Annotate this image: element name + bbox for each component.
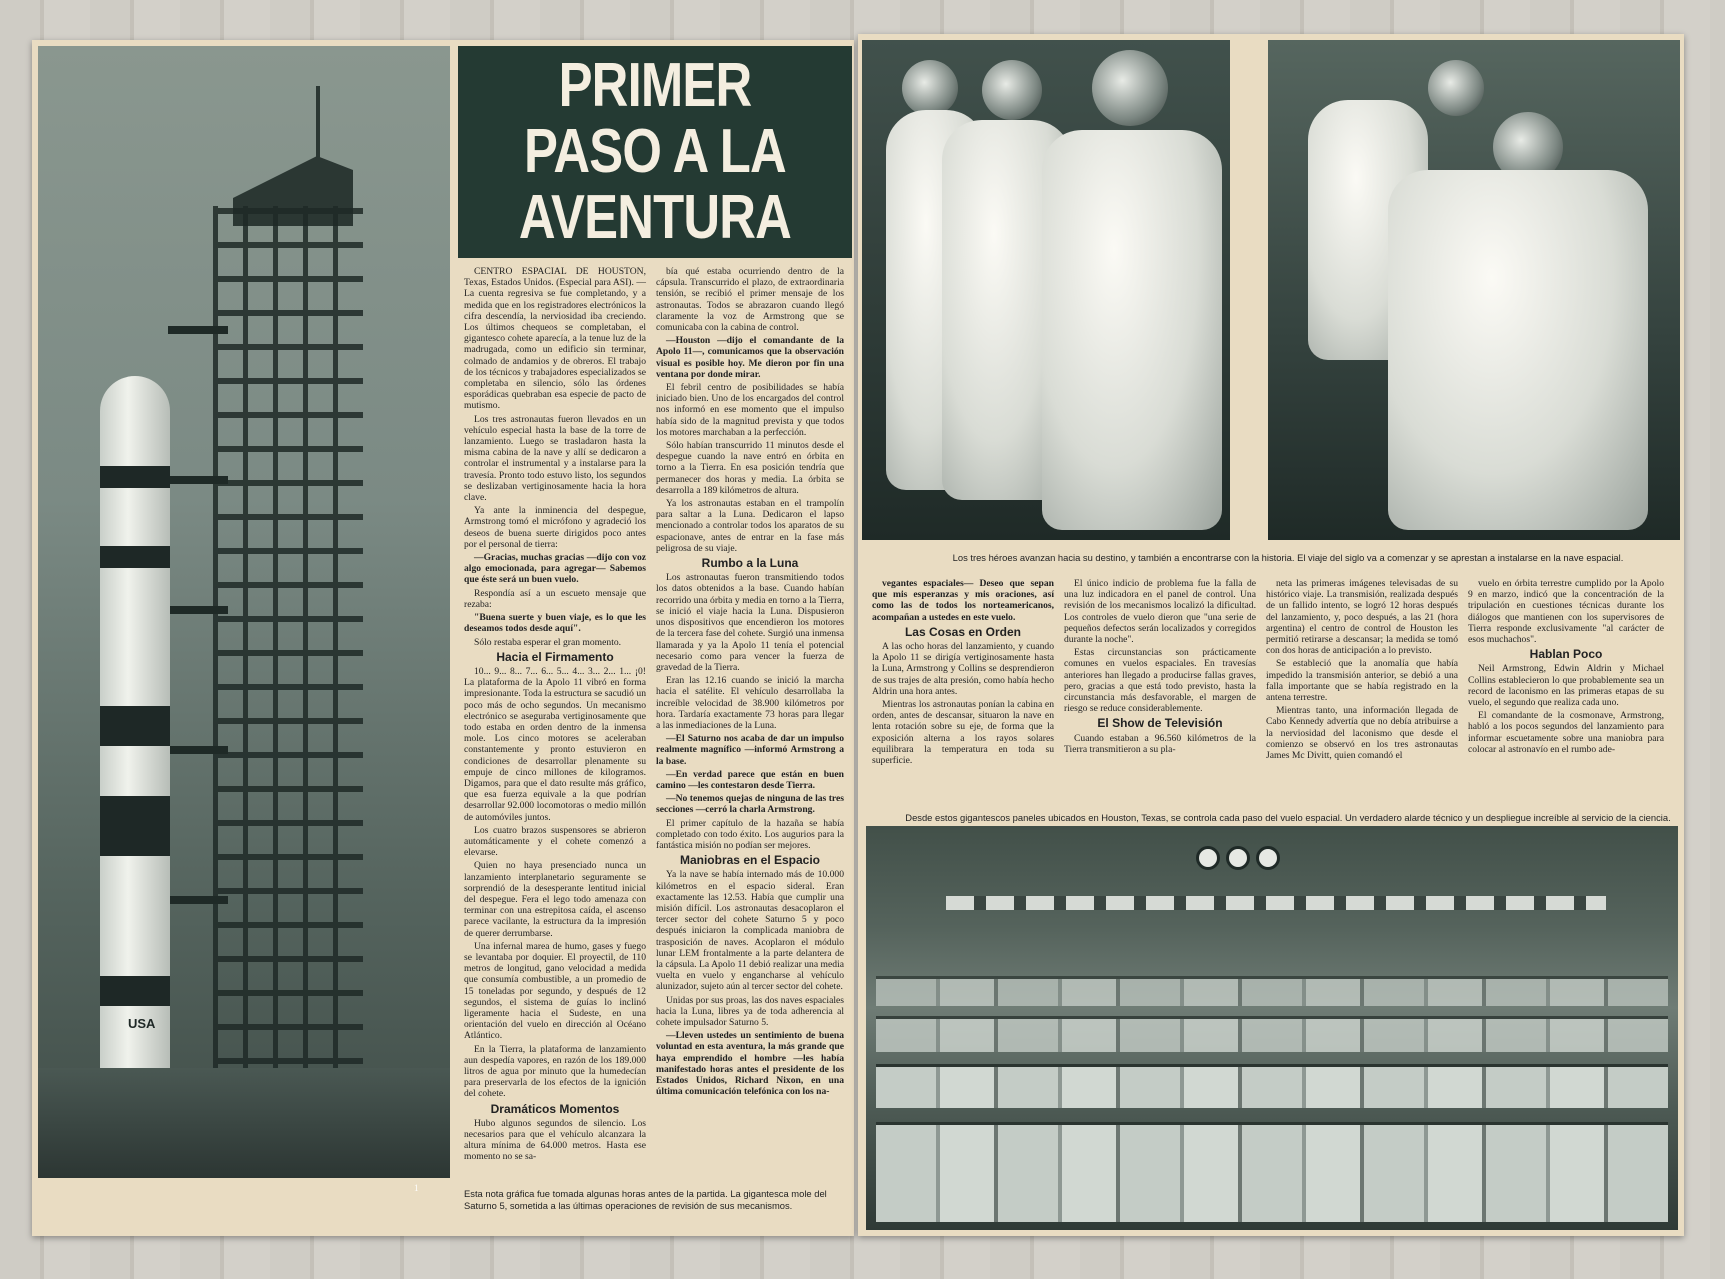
astronauts-photo-left: [862, 40, 1230, 540]
article-column-4: [1064, 578, 1256, 828]
paragraph: Mientras los astronautas ponían la cabina en orden, antes de descansar, situaron la nave en lenta rotación sobre su eje, de forma que la exposición alterna a los rayos solares equilibrara la temperatura en toda su superficie.: [872, 699, 1054, 767]
paragraph: Quien no haya presenciado nunca un lanzamiento interplanetario seguramente se sorprendió de la desesperante lentitud inicial del despegue. Fera el lego todo amenaza con terminar con una estrepitosa caída, el ascenso parece vacilante, la estructura da la impresión de querer derrumbarse.: [464, 860, 646, 939]
launch-pad-ground: [38, 1068, 450, 1178]
paragraph: Eran las 12.16 cuando se inició la marcha hacia el satélite. El vehículo desarrollaba la increíble velocidad de 38.900 kilómetros por hora. Tardaría exactamente 73 horas para llegar a las inmediaciones de la Luna.: [656, 675, 844, 731]
swing-arm: [168, 746, 228, 754]
wall-clock: [1196, 846, 1220, 870]
paragraph: CENTRO ESPACIAL DE HOUSTON, Texas, Estados Unidos. (Especial para ASI). — La cuenta regresiva se fue completando, y a medida que en los registradores electrónicos la cifra descendía, la nerviosidad iba creciendo. Los últimos chequeos se completaban, el gigantesco cohete aparecía, a la tenue luz de la madrugada, como un edificio sin terminar, colmado de andamios y de obreros. El trabajo de los técnicos y trabajadores especializados se completaba en silencio, sólo las órdenes esporádicas quebraban esa especie de pacto de mutismo.: [464, 266, 646, 412]
swing-arm: [168, 476, 228, 484]
paragraph: Ya la nave se había internado más de 10.000 kilómetros en el espacio sideral. Eran exactamente las 12.53. Había que cumplir una misión difícil. Los astronautas desacoplaron el tercer sector del cohete Saturno 5 y poco después iniciaron la complicada maniobra de trasposición de naves. Acoplaron el módulo lunar LEM frontalmente a la parte delantera de la cápsula. La Apolo 11 debió realizar una media vuelta en vuelo y engancharse al vehículo alunizador, sujeto aún al tercer sector del cohete.: [656, 869, 844, 993]
console-row: [876, 1016, 1668, 1052]
astronaut-suit: [1042, 130, 1222, 530]
section-heading: Maniobras en el Espacio: [679, 853, 821, 868]
rocket-band: [100, 546, 170, 568]
section-heading: Rumbo a la Luna: [701, 556, 799, 571]
mission-control-room-photo: [866, 826, 1678, 1230]
astronaut-helmet: [982, 60, 1042, 120]
paragraph: Sólo restaba esperar el gran momento.: [474, 636, 622, 648]
tower-mast: [316, 86, 320, 166]
astronaut-helmet: [902, 60, 958, 116]
paragraph: Los tres astronautas fueron llevados en un vehículo especial hasta la base de la torre de lanzamiento. Luego se trasladaron hasta la misma cabina de la nave y allí se dedicaron a controlar el instrumental y a instalarse para la travesía. Pronto todo estuvo listo, los segundos se deslizaban vertiginosamente hacia la hora clave.: [464, 413, 646, 504]
paragraph: A las ocho horas del lanzamiento, y cuando la Apolo 11 se dirigía vertiginosamente hasta la Luna, Armstrong y Collins se desprendieron de sus trajes de alta presión, como había hecho Aldrin una hora antes.: [872, 641, 1054, 697]
quote-paragraph: —Gracias, muchas gracias —dijo con voz algo emocionada, para agregar— Sabemos que éste será un buen vuelo.: [464, 552, 646, 586]
paragraph: El único indicio de problema fue la falla de una luz indicadora en el panel de control. Una revisión de los mecanismos localizó la dificultad. Los controles de vuelo dieron que "una serie de pequeños defectos serán localizados y corregidos durante la noche".: [1064, 578, 1256, 646]
paragraph: neta las primeras imágenes televisadas de su histórico viaje. La transmisión, realizada después de un fallido intento, se logró 12 horas después del lanzamiento, y, poco después, a las 21 (hora argentina) el centro de control de Houston les permitió retirarse a descansar; la medida se tomó con dos horas de anticipación a lo previsto.: [1266, 578, 1458, 657]
article-column-2: [656, 266, 844, 1210]
page-number: 1: [414, 1183, 419, 1193]
quote-paragraph: —Houston —dijo el comandante de la Apolo 11—, comunicamos que la observación visual es posible hoy. Me dieron por fin una ventana por donde mirar.: [656, 335, 844, 380]
paragraph: Unidas por sus proas, las dos naves espaciales hacia la Luna, libres ya de toda adherencia al cohete impulsador Saturno 5.: [656, 994, 844, 1028]
swing-arm: [168, 606, 228, 614]
section-heading: Hablan Poco: [1529, 647, 1603, 662]
console-row: [876, 1064, 1668, 1108]
rocket-photo-caption: Esta nota gráfica fue tomada algunas horas antes de la partida. La gigantesca mole del Saturno 5, sometida a las últimas operaciones de revisión de sus mecanismos.: [464, 1188, 827, 1211]
paragraph: Mientras tanto, una información llegada de Cabo Kennedy advertía que no debía atribuirse a la nerviosidad del laconismo que desde el comienzo se observó en los tres astronautas James Mc Divitt, quien comandó el: [1266, 705, 1458, 762]
astronauts-photo-right: [1268, 40, 1680, 540]
left-page: [32, 40, 854, 1236]
quote-paragraph: —Lleven ustedes un sentimiento de buena voluntad en esta aventura, la más grande que haya emprendido el hombre —les había manifestado horas antes el presidente de los Estados Unidos, Richard Nixon, en una última comunicación telefónica con los na-: [656, 1030, 844, 1098]
paragraph: Una infernal marea de humo, gases y fuego se levantaba por doquier. El proyectil, de 110 metros de longitud, gano velocidad a medida que consumía combustible, a un promedio de 15 toneladas por segundo, y después de 12 segundos, el sistema de guías lo inclinó ligeramente hacia el Sudeste, en una orientación del vuelo en dirección al Océano Atlántico.: [464, 940, 646, 1042]
astronaut-helmet: [1092, 50, 1168, 126]
section-heading: Las Cosas en Orden: [904, 624, 1022, 639]
rocket-band: [100, 796, 170, 856]
section-heading: Dramáticos Momentos: [490, 1101, 620, 1116]
article-column-3: [872, 578, 1054, 828]
paragraph: Sólo habían transcurrido 11 minutos desde el despegue cuando la nave entró en órbita en torno a la Tierra. En esa posición tendría que permanecer dos horas y media. La órbita se desarrolla a 189 kilómetros de altura.: [656, 440, 844, 496]
section-heading: El Show de Televisión: [1097, 716, 1223, 731]
paragraph: El febril centro de posibilidades se había iniciado bien. Uno de los encargados del control nos informó en ese momento que el impulso había sido de la magnitud prevista y que todos los motores marchaban a la perfección.: [656, 382, 844, 438]
control-room-caption: Desde estos gigantescos paneles ubicados en Houston, Texas, se controla cada paso del vuelo espacial. Un verdadero alarde técnico y un despliegue increíble al servicio de la ciencia.: [905, 812, 1671, 823]
paragraph: En la Tierra, la plataforma de lanzamiento aun despedía vapores, en razón de los 189.000 litros de agua por minuto que la humedecían para preservarla de los efectos de la ignición del cohete.: [464, 1043, 646, 1100]
paragraph: Cuando estaban a 96.560 kilómetros de la Tierra transmitieron a su pla-: [1064, 732, 1256, 755]
wall-clock: [1256, 846, 1280, 870]
article-column-5: [1266, 578, 1458, 828]
paragraph: bía qué estaba ocurriendo dentro de la cápsula. Transcurrido el plazo, de extraordinaria tensión, se recibió el primer mensaje de los astronautas. Todos se abrazaron cuando llegó claramente la voz de Armstrong que se comunicaba con la cabina de control.: [656, 266, 844, 334]
paragraph: vuelo en órbita terrestre cumplido por la Apolo 9 en marzo, indicó que la concentración de la tripulación en cuestiones técnicas durante los diálogos que mantienen con los supervisores de Tierra responde exclusivamente "al carácter de esos muchachos".: [1468, 578, 1664, 646]
wall-clock: [1226, 846, 1250, 870]
rocket-usa-label: USA: [128, 1016, 156, 1031]
rocket-launch-tower-photo: [38, 46, 450, 1193]
launch-tower: [213, 206, 363, 1166]
rocket-band: [100, 706, 170, 746]
paragraph: Ya ante la inminencia del despegue, Armstrong tomó el micrófono y agradeció los deseos de buena suerte dirigidos poco antes por el personal de tierra:: [464, 505, 646, 550]
right-page: [858, 34, 1684, 1236]
quote-paragraph: vegantes espaciales— Deseo que sepan que mis esperanzas y mis oraciones, así como las de todos los norteamericanos, acompañan a ustedes en este vuelo.: [872, 578, 1054, 623]
console-row: [876, 1122, 1668, 1222]
paragraph: Hubo algunos segundos de silencio. Los necesarios para que el vehículo alcanzara la altura mínima de 64.000 metros. Hasta ese momento no se sa-: [464, 1117, 646, 1163]
astronaut-helmet: [1428, 60, 1484, 116]
paragraph: El comandante de la cosmonave, Armstrong, habló a los pocos segundos del lanzamiento para informar escuetamente sobre una maniobra para colocar al astronavío en el rumbo ade-: [1468, 710, 1664, 755]
paragraph: Neil Armstrong, Edwin Aldrin y Michael Collins establecieron lo que probablemente sea un record de laconismo en las primeras etapas de su vuelo, el segundo que realiza cada uno.: [1468, 663, 1664, 709]
quote-paragraph: —El Saturno nos acaba de dar un impulso realmente magnífico —informó Armstrong a la base.: [656, 733, 844, 767]
console-row: [876, 976, 1668, 1006]
astronaut-suit: [1388, 170, 1648, 530]
headline-box: [458, 46, 852, 258]
display-screens: [946, 896, 1606, 910]
paragraph: Estas circunstancias son prácticamente comunes en vuelos espaciales. En travesías anteriores han llegado a producirse fallas graves, pero, gracias a que está todo previsto, hasta la circunstancia más desfavorable, el margen de riesgo se reduce considerablemente.: [1064, 647, 1256, 715]
quote-paragraph: —En verdad parece que están en buen camino —les contestaron desde Tierra.: [656, 768, 844, 791]
rocket-band: [100, 976, 170, 1006]
paragraph: Respondía así a un escueto mensaje que rezaba:: [464, 587, 646, 610]
swing-arm: [168, 326, 228, 334]
headline: PRIMER PASO A LA AVENTURA: [518, 51, 792, 252]
astronauts-caption: Los tres héroes avanzan hacia su destino, y también a encontrarse con la historia. El viaje del siglo va a comenzar y se aprestan a instalarse en la nave espacial.: [952, 552, 1624, 563]
paragraph: 10... 9... 8... 7... 6... 5... 4... 3... 2... 1... ¡0! La plataforma de la Apolo 11 vibró en forma impresionante. Toda la estructura se sacudió un poco más de ocho segundos. Un mecanismo electrónico se aseguraba vertiginosamente que todo estaba en orden dentro de la inmensa mole. Los cinco motores se aceleraban constantemente y pronto estuvieron en condiciones de desarrollar plenamente su empuje de cinco millones de kilogramos. Digamos, para que el dato resulte más gráfico, que esa fuerza equivale a la que podrían desarrollar 92.000 locomotoras o medio millón de automóviles juntos.: [464, 665, 646, 823]
paragraph: Los astronautas fueron transmitiendo todos los datos obtenidos a la base. Cuando habían recorrido una órbita y media en torno a la Tierra, se inició el viaje hacia la Luna. Dispusieron unos dispositivos que encendieron los motores de la tercera fase del cohete. Surgió una inmensa llamarada y ya la Apolo 11 tenía el potencial necesario como para vencer la fuerza de gravedad de la Tierra.: [656, 572, 844, 673]
paragraph: Los cuatro brazos suspensores se abrieron automáticamente y el cohete comenzó a elevarse.: [464, 824, 646, 859]
paragraph: Ya los astronautas estaban en el trampolín para saltar a la Luna. Dedicaron el lapso mencionado a controlar todos los aparatos de su espacionave, antes de entrar en la fase más peligrosa de su viaje.: [656, 498, 844, 554]
quote-paragraph: "Buena suerte y buen viaje, es lo que les deseamos todos desde aquí".: [464, 612, 646, 635]
paragraph: Se estableció que la anomalía que había impedido la transmisión anterior, se debió a una falla importante que se había registrado en la antena terrestre.: [1266, 658, 1458, 704]
quote-paragraph: —No tenemos quejas de ninguna de las tres secciones —cerró la charla Armstrong.: [656, 793, 844, 816]
swing-arm: [168, 896, 228, 904]
rocket-band: [100, 466, 170, 488]
saturn-v-rocket: [100, 376, 170, 1156]
paragraph: El primer capítulo de la hazaña se había completado con todo éxito. Los augurios para la fantástica misión no podían ser mejores.: [656, 817, 844, 851]
article-column-1: [464, 266, 646, 1210]
section-heading: Hacia el Firmamento: [496, 649, 614, 664]
article-column-6: [1468, 578, 1664, 828]
